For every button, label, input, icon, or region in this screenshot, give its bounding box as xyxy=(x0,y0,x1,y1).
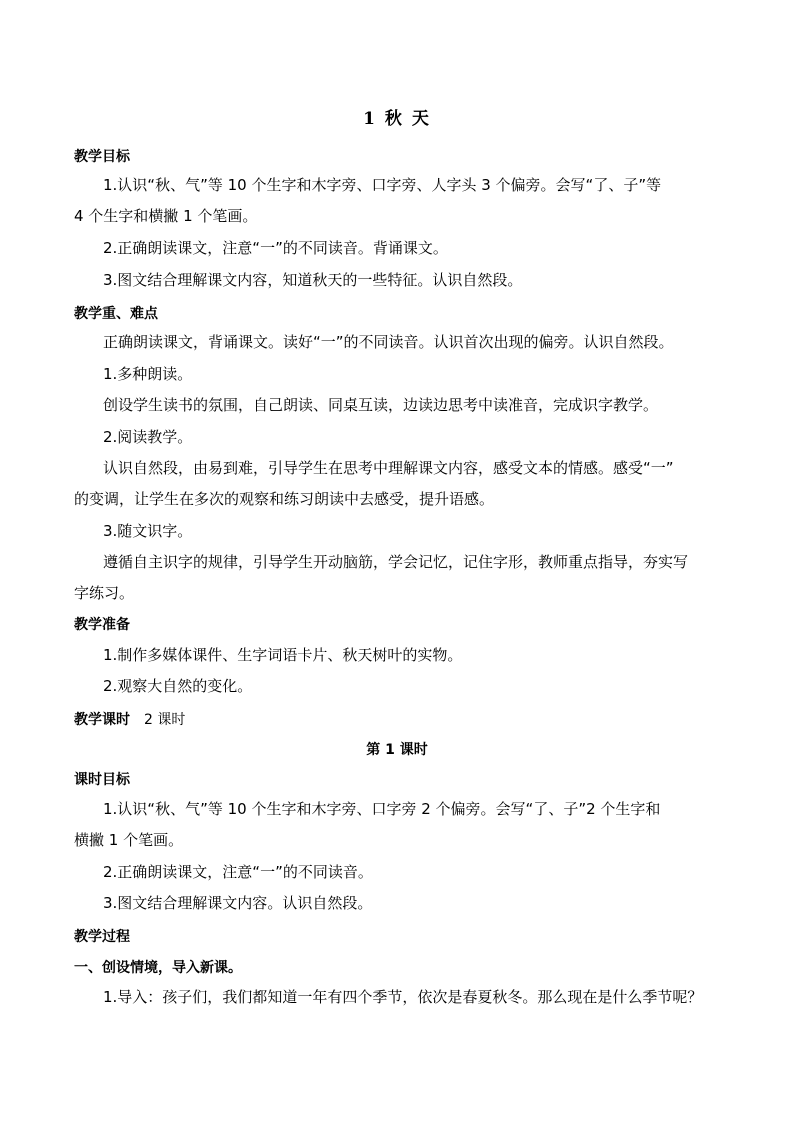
goal-line: 4 个生字和横撇 1 个笔画。 xyxy=(74,207,258,225)
teaching-process-heading: 教学过程 xyxy=(74,929,130,945)
key-point-line: 遵循自主识字的规律，引导学生开动脑筋，学会记忆，记住字形，教师重点指导，夯实写 xyxy=(103,553,689,571)
step-1-line: 1.导入：孩子们，我们都知道一年有四个季节，依次是春夏秋冬。那么现在是什么季节呢？ xyxy=(103,988,703,1006)
preparation-line: 2.观察大自然的变化。 xyxy=(103,677,253,695)
lesson-1-heading: 第 1 课时 xyxy=(366,742,428,758)
document-title: 1 秋 天 xyxy=(363,109,431,129)
goal-line: 1.认识“秋、气”等 10 个生字和木字旁、口字旁、人字头 3 个偏旁。会写“了、子”等 xyxy=(103,176,662,194)
teaching-goals-heading: 教学目标 xyxy=(74,149,130,165)
key-point-line: 1.多种朗读。 xyxy=(103,365,193,383)
lesson-goal-line: 1.认识“秋、气”等 10 个生字和木字旁、口字旁 2 个偏旁。会写“了、子”2 个生字和 xyxy=(103,800,661,818)
goal-line: 3.图文结合理解课文内容，知道秋天的一些特征。认识自然段。 xyxy=(103,271,523,289)
goal-line: 2.正确朗读课文，注意“一”的不同读音。背诵课文。 xyxy=(103,239,448,257)
key-points-heading: 教学重、难点 xyxy=(74,306,158,322)
preparation-heading: 教学准备 xyxy=(74,617,130,633)
preparation-line: 1.制作多媒体课件、生字词语卡片、秋天树叶的实物。 xyxy=(103,646,463,664)
key-point-line: 字练习。 xyxy=(74,584,135,602)
teaching-hours-label: 教学课时 xyxy=(74,712,130,728)
key-point-line: 3.随文识字。 xyxy=(103,522,193,540)
key-point-line: 的变调，让学生在多次的观察和练习朗读中去感受，提升语感。 xyxy=(74,490,495,508)
lesson-goal-line: 2.正确朗读课文，注意“一”的不同读音。 xyxy=(103,863,373,881)
key-point-line: 2.阅读教学。 xyxy=(103,428,193,446)
lesson-goals-heading: 课时目标 xyxy=(74,772,130,788)
key-point-line: 认识自然段，由易到难，引导学生在思考中理解课文内容，感受文本的情感。感受“一” xyxy=(103,459,674,477)
step-1-heading: 一、创设情境，导入新课。 xyxy=(74,960,242,976)
teaching-hours xyxy=(74,709,185,729)
key-point-line: 创设学生读书的氛围，自己朗读、同桌互读，边读边思考中读准音，完成识字教学。 xyxy=(103,396,659,414)
lesson-goal-line: 横撇 1 个笔画。 xyxy=(74,831,184,849)
teaching-hours-value: 2 课时 xyxy=(144,712,186,728)
key-point-line: 正确朗读课文，背诵课文。读好“一”的不同读音。认识首次出现的偏旁。认识自然段。 xyxy=(103,333,674,351)
lesson-goal-line: 3.图文结合理解课文内容。认识自然段。 xyxy=(103,894,373,912)
